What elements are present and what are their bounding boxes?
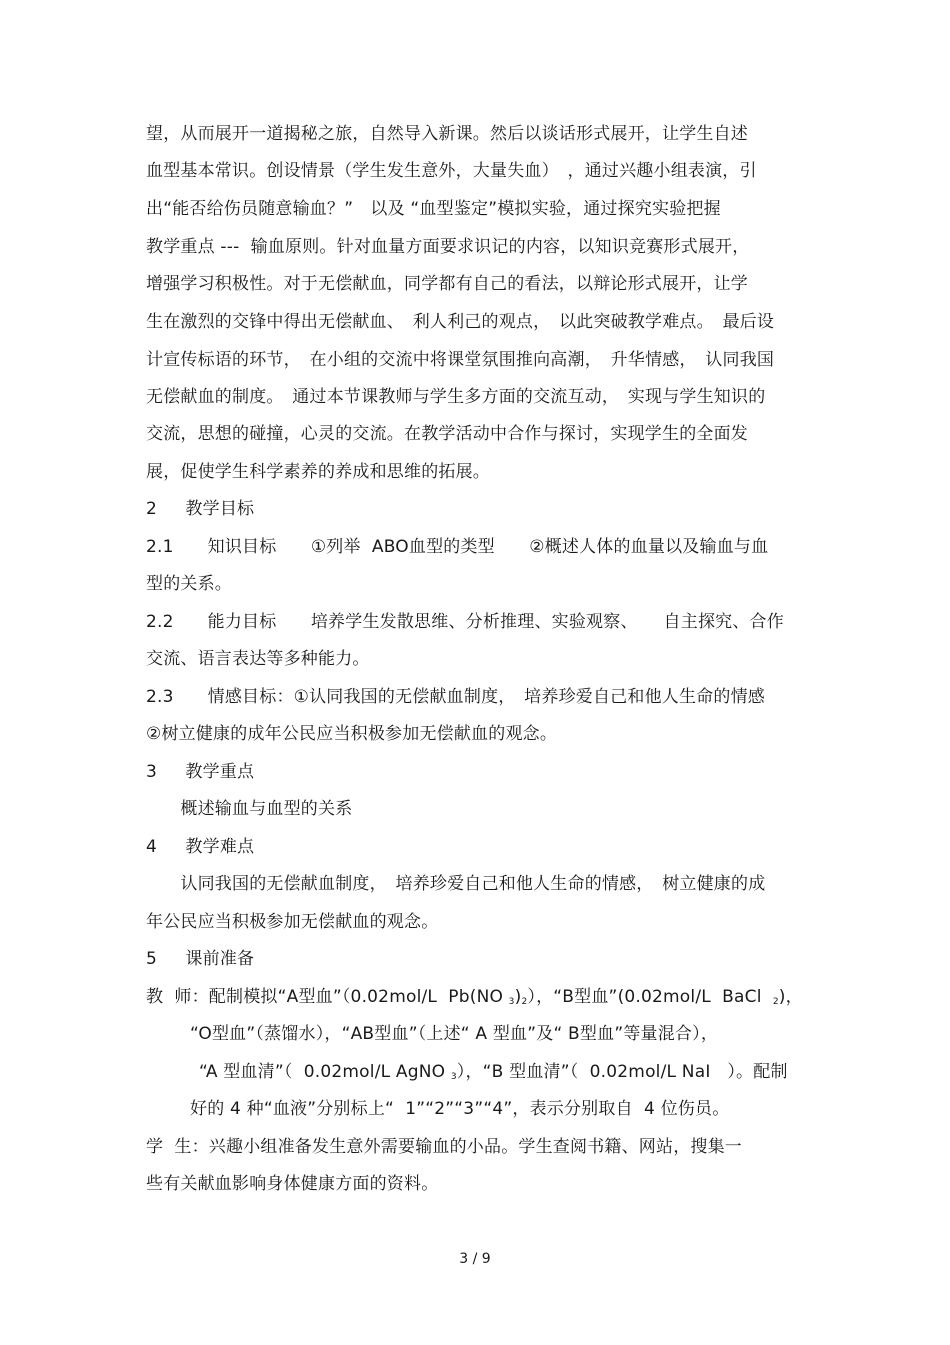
- text-segment: ），“B型血”(0.02mol/L BaCl: [527, 987, 773, 1007]
- text-line: 无偿献血的制度。 通过本节课教师与学生多方面的交流互动， 实现与学生知识的: [146, 387, 766, 407]
- text-segment: 教 师：配制模拟“A型血”（0.02mol/L Pb(NO: [146, 987, 509, 1007]
- section-heading: 4 教学难点: [146, 837, 255, 857]
- text-line: 展，促使学生科学素养的养成和思维的拓展。: [146, 462, 490, 482]
- text-line: 增强学习积极性。对于无偿献血，同学都有自己的看法，以辩论形式展开，让学: [146, 274, 748, 294]
- section-heading: 5 课前准备: [146, 949, 255, 969]
- text-line: 交流，思想的碰撞，心灵的交流。在教学活动中合作与探讨，实现学生的全面发: [146, 424, 748, 444]
- text-line: 年公民应当积极参加无偿献血的观念。: [146, 912, 439, 932]
- subscript: 2: [521, 997, 528, 1007]
- subscript: 3: [508, 997, 515, 1007]
- text-line: ②树立健康的成年公民应当积极参加无偿献血的观念。: [146, 724, 558, 744]
- text-line: 好的 4 种“血液”分别标上“ 1”“2”“3”“4”，表示分别取自 4 位伤员。: [190, 1099, 730, 1119]
- section-heading: 3 教学重点: [146, 762, 255, 782]
- text-segment: ): [514, 987, 522, 1007]
- text-line: 2.2 能力目标 培养学生发散思维、分析推理、实验观察、 自主探究、合作: [146, 612, 784, 632]
- text-line: 学 生：兴趣小组准备发生意外需要输血的小品。学生查阅书籍、网站，搜集一: [146, 1137, 743, 1157]
- text-line: 交流、语言表达等多种能力。: [146, 649, 370, 669]
- text-line: 些有关献血影响身体健康方面的资料。: [146, 1174, 439, 1194]
- text-line: 2.1 知识目标 ①列举 ABO血型的类型 ②概述人体的血量以及输血与血: [146, 537, 769, 557]
- text-line: 认同我国的无偿献血制度， 培养珍爱自己和他人生命的情感， 树立健康的成: [146, 874, 766, 894]
- text-segment: ），“B 型血清”（ 0.02mol/L NaI ）。配制: [456, 1062, 788, 1082]
- text-line: “O型血”（蒸馏水），“AB型血”（上述“ A 型血”及“ B型血”等量混合），: [190, 1024, 719, 1044]
- section-heading: 2 教学目标: [146, 499, 255, 519]
- text-line: 2.3 情感目标：①认同我国的无偿献血制度， 培养珍爱自己和他人生命的情感: [146, 687, 765, 707]
- text-line: 生在激烈的交锋中得出无偿献血、 利人利己的观点， 以此突破教学难点。 最后设: [146, 312, 775, 332]
- text-line: 概述输血与血型的关系: [146, 799, 353, 819]
- text-line: [199, 1061, 788, 1088]
- text-line: [146, 986, 803, 1013]
- text-segment: )，: [778, 987, 803, 1007]
- page-number: 3 / 9: [459, 1251, 491, 1267]
- text-line: 计宣传标语的环节， 在小组的交流中将课堂氛围推向高潮， 升华情感， 认同我国: [146, 350, 775, 370]
- text-line: 血型基本常识。创设情景（学生发生意外，大量失血） ，通过兴趣小组表演，引: [146, 161, 757, 181]
- text-line: 教学重点 --- 输血原则。针对血量方面要求识记的内容，以知识竞赛形式展开，: [146, 237, 750, 257]
- subscript: 3: [450, 1072, 457, 1082]
- text-line: 型的关系。: [146, 574, 232, 594]
- text-segment: “A 型血清”（ 0.02mol/L AgNO: [199, 1062, 451, 1082]
- subscript: 2: [772, 997, 779, 1007]
- text-line: 出“能否给伤员随意输血？” 以及 “血型鉴定”模拟实验，通过探究实验把握: [146, 199, 721, 219]
- text-line: 望，从而展开一道揭秘之旅，自然导入新课。然后以谈话形式展开，让学生自述: [146, 124, 748, 144]
